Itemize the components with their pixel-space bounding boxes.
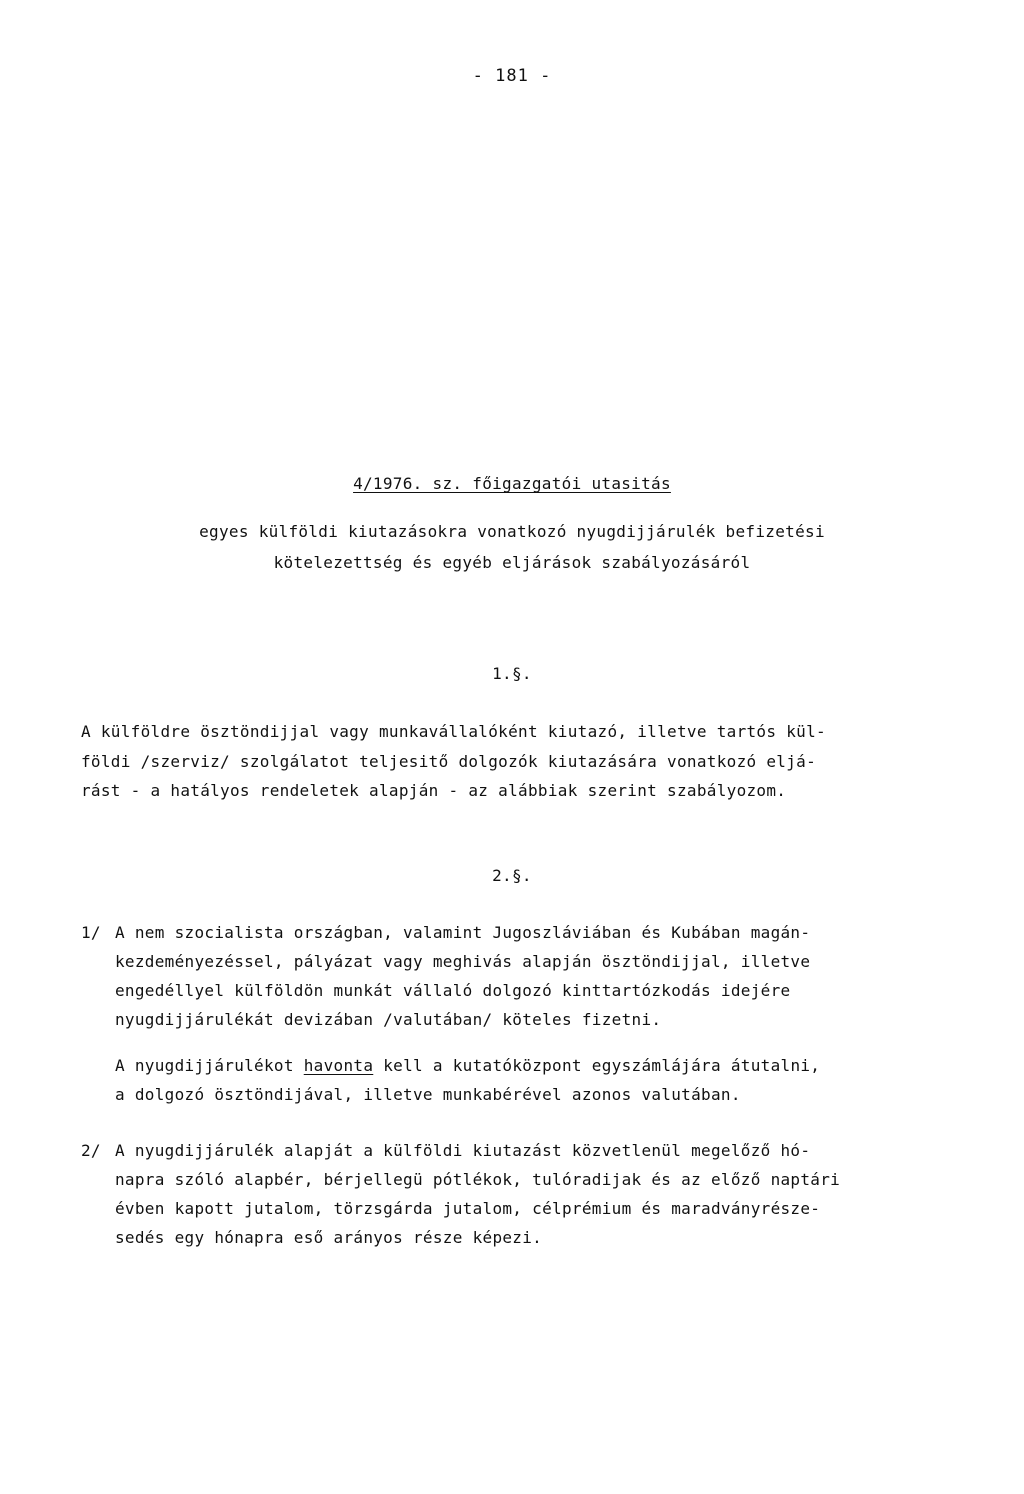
paragraph-2-line-4: sedés egy hónapra eső arányos része képezi.	[115, 1228, 543, 1247]
subtitle-line-2: kötelezettség és egyéb eljárások szabályozásáról	[273, 553, 751, 572]
paragraph-1b-text-before: A nyugdijjárulékot	[115, 1056, 304, 1075]
paragraph-1-line-3: engedéllyel külföldön munkát vállaló dolgozó kinttartózkodás idejére	[115, 981, 791, 1000]
paragraph-1-line-1: A nem szocialista országban, valamint Jugoszláviában és Kubában magán-	[115, 923, 811, 942]
paragraph-1-line-2: kezdeményezéssel, pályázat vagy meghivás alapján ösztöndijjal, illetve	[115, 952, 811, 971]
paragraph-2-marker: 2/	[81, 1141, 101, 1160]
paragraph-1-marker: 1/	[81, 923, 101, 942]
page-number: - 181 -	[472, 66, 552, 86]
subtitle-line-1: egyes külföldi kiutazásokra vonatkozó nyugdijjárulék befizetési	[199, 522, 825, 541]
paragraph-1-line-4: nyugdijjárulékát devizában /valutában/ köteles fizetni.	[115, 1010, 662, 1029]
paragraph-2-line-1: A nyugdijjárulék alapját a külföldi kiutazást közvetlenül megelőző hó-	[115, 1141, 811, 1160]
paragraph-2-line-2: napra szóló alapbér, bérjellegü pótlékok, tulóradijak és az előző naptári	[115, 1170, 841, 1189]
section-2-heading: 2.§.	[492, 866, 532, 885]
paragraph-1b-line-1	[115, 1056, 820, 1076]
underlined-word-havonta: havonta	[303, 1056, 374, 1075]
section-1-line-2: földi /szerviz/ szolgálatot teljesitő dolgozók kiutazására vonatkozó eljá-	[81, 752, 817, 771]
section-1-line-3: rást - a hatályos rendeletek alapján - az alábbiak szerint szabályozom.	[81, 781, 787, 800]
paragraph-1b-line-2: a dolgozó ösztöndijával, illetve munkabérével azonos valutában.	[115, 1085, 741, 1104]
paragraph-1b-text-after: kell a kutatóközpont egyszámlájára átutalni,	[373, 1056, 821, 1075]
section-1-line-1: A külföldre ösztöndijjal vagy munkavállalóként kiutazó, illetve tartós kül-	[81, 722, 826, 741]
document-title: 4/1976. sz. főigazgatói utasitás	[353, 474, 671, 493]
section-1-heading: 1.§.	[492, 664, 532, 683]
paragraph-2-line-3: évben kapott jutalom, törzsgárda jutalom, célprémium és maradványrésze-	[115, 1199, 821, 1218]
